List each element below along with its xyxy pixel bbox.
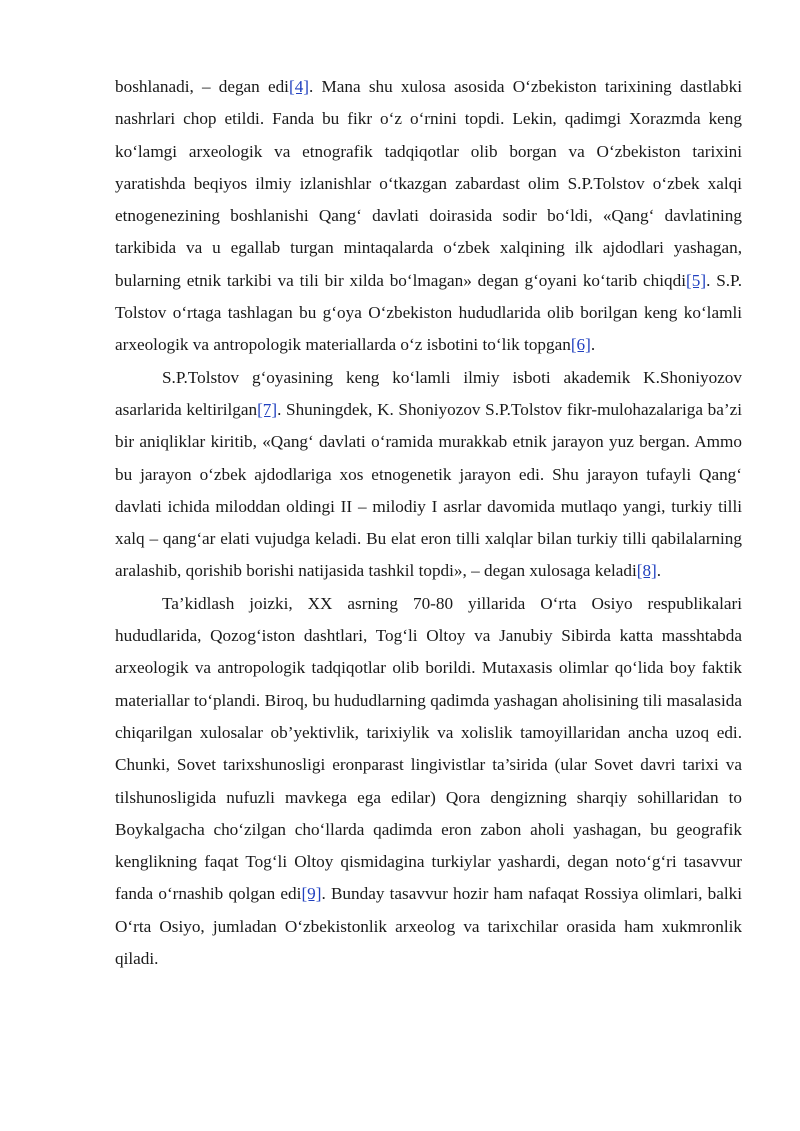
text-run: . <box>590 335 596 355</box>
document-page <box>115 71 742 975</box>
footnote-link-8[interactable]: [8] <box>636 561 657 581</box>
text-run: Ta’kidlash joizki, XX asrning 70-80 yillarida O‘rta Osiyo respublikalari hududlarida, Qozog‘iston dashtlari, Tog‘li Oltoy va Janubiy Sibirda katta masshtabda arxeologik va antropologik tadqiqotlar olib borildi. Mutaxasis olimlar qo‘lida boy faktik materiallar to‘plandi. Biroq, bu hududlarning qadimda yashagan aholisining tili masalasida chiqarilgan xulosalar ob’yektivlik, tarixiylik va xolislik tamoyillaridan ancha uzoq edi. Chunki, Sovet tarixshunosligi eronparast lingivistlar ta’sirida (ular Sovet davri tarixi va tilshunosligida nufuzli mavkega ega edilar) Qora dengizning sharqiy sohillaridan to Boykalgacha cho‘zilgan cho‘llarda qadimda eron zabon aholi yashagan, bu geografik kenglikning faqat Tog‘li Oltoy qismidagina turkiylar yashardi, degan noto‘g‘ri tasavvur fanda o‘rnashib qolgan edi <box>115 593 742 904</box>
footnote-link-6[interactable]: [6] <box>570 335 591 355</box>
paragraph-2 <box>115 362 742 588</box>
text-run: . Bunday tasavvur hozir ham nafaqat Rossiya olimlari, balki O‘rta Osiyo, jumladan O‘zbekistonlik arxeolog va tarixchilar orasida ham xukmronlik qiladi. <box>115 884 742 969</box>
footnote-link-7[interactable]: [7] <box>257 399 278 419</box>
text-run: S.P.Tolstov g‘oyasining keng ko‘lamli ilmiy isboti akademik K.Shoniyozov asarlarida keltirilgan <box>115 367 742 419</box>
text-run: . S.P. Tolstov o‘rtaga tashlagan bu g‘oya O‘zbekiston hududlarida olib borilgan keng ko‘lamli arxeologik va antropologik materiallarda o‘z isbotini to‘lik topgan <box>115 270 742 355</box>
text-run: . Mana shu xulosa asosida O‘zbekiston tarixining dastlabki nashrlari chop etildi. Fanda bu fikr o‘z o‘rnini topdi. Lekin, qadimgi Xorazmda keng ko‘lamgi arxeologik va etnografik tadqiqotlar olib borgan va O‘zbekiston tarixini yaratishda beqiyos ilmiy izlanishlar o‘tkazgan zabardast olim S.P.Tolstov o‘zbek xalqi etnogenezining boshlanishi Qang‘ davlati doirasida sodir bo‘ldi, «Qang‘ davlatining tarkibida va u egallab turgan mintaqalarda o‘zbek xalqining ilk ajdodlari yashagan, bularning etnik tarkibi va tili bir xilda bo‘lmagan» degan g‘oyani ko‘tarib chiqdi <box>115 77 742 290</box>
footnote-link-5[interactable]: [5] <box>686 270 707 290</box>
paragraph-3 <box>115 588 742 976</box>
footnote-link-9[interactable]: [9] <box>301 884 322 904</box>
text-run: . <box>656 561 662 581</box>
text-run: boshlanadi, – degan edi <box>115 77 289 96</box>
footnote-link-4[interactable]: [4] <box>288 77 310 96</box>
paragraph-1 <box>115 71 742 362</box>
text-run: . Shuningdek, K. Shoniyozov S.P.Tolstov fikr-mulohazalariga ba’zi bir aniqliklar kiritib, «Qang‘ davlati o‘ramida murakkab etnik jarayon yuz bergan. Ammo bu jarayon o‘zbek ajdodlariga xos etnogenetik jarayon edi. Shu jarayon tufayli Qang‘ davlati ichida miloddan oldingi II – milodiy I asrlar davomida mutlaqo yangi, turkiy tilli xalq – qang‘ar elati vujudga keladi. Bu elat eron tilli xalqlar bilan turkiy tilli qabilalarning aralashib, qorishib borishi natijasida tashkil topdi», – degan xulosaga keladi <box>115 399 742 581</box>
